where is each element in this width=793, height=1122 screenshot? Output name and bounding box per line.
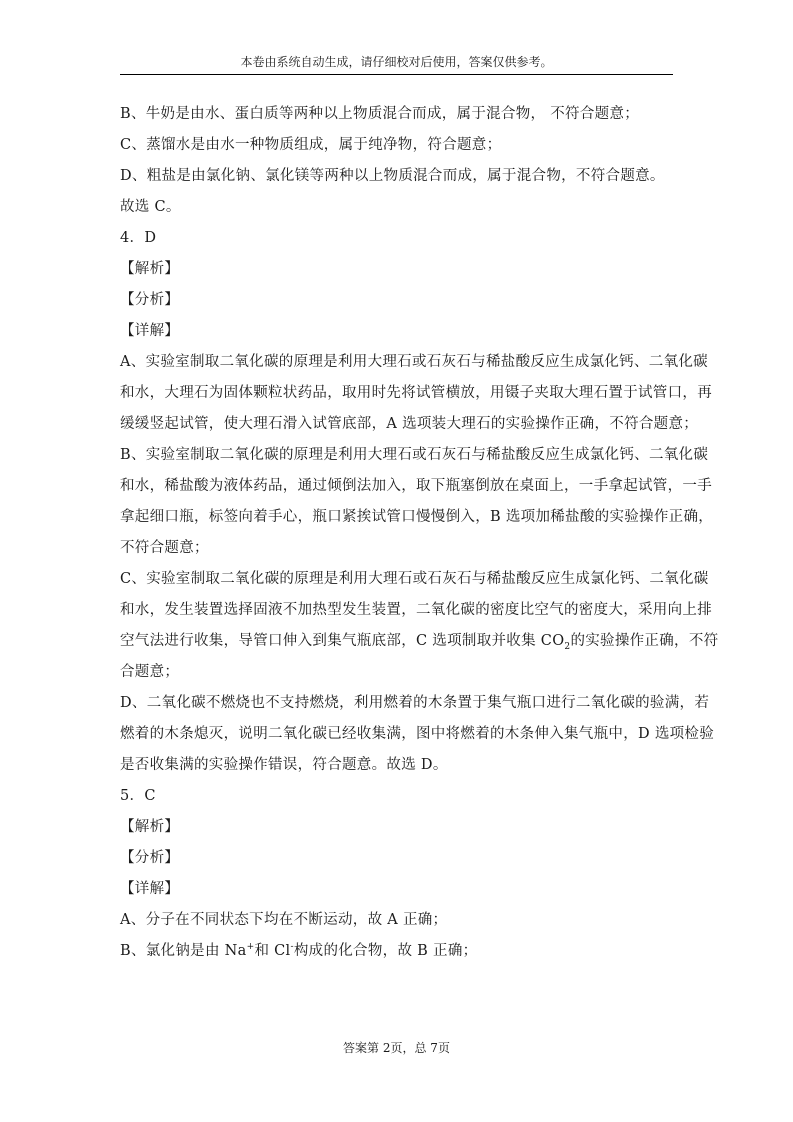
- page-footer: 答案第 2页，总 7页: [343, 1041, 450, 1055]
- text-line-co2: [120, 631, 718, 651]
- nacl-line-middle: 和 Cl: [254, 943, 291, 959]
- text-line: C、蒸馏水是由水一种物质组成，属于纯净物，符合题意；: [120, 137, 502, 153]
- text-line: 拿起细口瓶，标签向着手心，瓶口紧挨试管口慢慢倒入，B 选项加稀盐酸的实验操作正确，: [120, 509, 714, 525]
- text-line: 缓缓竖起试管，使大理石滑入试管底部，A 选项装大理石的实验操作正确，不符合题意；: [120, 416, 699, 432]
- text-line: 和水，稀盐酸为液体药品，通过倾倒法加入，取下瓶塞倒放在桌面上，一手拿起试管，一手: [120, 478, 712, 494]
- section-label-jiexi: 【解析】: [120, 819, 180, 835]
- text-line: 故选 C。: [120, 199, 181, 215]
- section-label-fenxi: 【分析】: [120, 850, 180, 866]
- co2-line-suffix: 的实验操作正确，不符: [570, 633, 719, 649]
- text-line: 燃着的木条熄灭，说明二氧化碳已经收集满，图中将燃着的木条伸入集气瓶中，D 选项检验: [120, 726, 715, 742]
- text-line: A、实验室制取二氧化碳的原理是利用大理石或石灰石与稀盐酸反应生成氯化钙、二氧化碳: [120, 354, 708, 370]
- text-line: D、粗盐是由氯化钠、氯化镁等两种以上物质混合而成，属于混合物，不符合题意。: [120, 168, 665, 184]
- text-line-nacl: [120, 941, 477, 961]
- text-line: 合题意；: [120, 664, 180, 680]
- header-divider: [120, 74, 673, 75]
- text-line: D、二氧化碳不燃烧也不支持燃烧，利用燃着的木条置于集气瓶口进行二氧化碳的验满，若: [120, 695, 710, 711]
- cl-charge: -: [290, 942, 294, 953]
- text-line: B、牛奶是由水、蛋白质等两种以上物质混合而成，属于混合物， 不符合题意；: [120, 106, 640, 122]
- section-label-jiexi: 【解析】: [120, 261, 180, 277]
- co2-line-prefix: 空气法进行收集，导管口伸入到集气瓶底部，C 选项制取并收集 CO: [120, 633, 565, 649]
- text-line: 是否收集满的实验操作错误，符合题意。故选 D。: [120, 757, 448, 773]
- text-line: C、实验室制取二氧化碳的原理是利用大理石或石灰石与稀盐酸反应生成氯化钙、二氧化碳: [120, 571, 709, 587]
- nacl-line-prefix: B、氯化钠是由 Na: [120, 943, 247, 959]
- co2-subscript: 2: [564, 641, 571, 652]
- text-line: 和水，发生装置选择固液不加热型发生装置，二氧化碳的密度比空气的密度大，采用向上排: [120, 602, 712, 618]
- text-line: A、分子在不同状态下均在不断运动，故 A 正确；: [120, 912, 448, 928]
- text-line: 不符合题意；: [120, 540, 209, 556]
- nacl-line-suffix: 构成的化合物，故 B 正确；: [293, 943, 478, 959]
- text-line: B、实验室制取二氧化碳的原理是利用大理石或石灰石与稀盐酸反应生成氯化钙、二氧化碳: [120, 447, 709, 463]
- question-answer-5: 5．C: [120, 788, 156, 804]
- page-header-notice: 本卷由系统自动生成，请仔细校对后使用，答案仅供参考。: [240, 55, 553, 69]
- question-answer-4: 4．D: [120, 230, 157, 246]
- text-line: 和水，大理石为固体颗粒状药品，取用时先将试管横放，用镊子夹取大理石置于试管口，再: [120, 385, 712, 401]
- na-charge: +: [246, 942, 255, 953]
- section-label-xiangjie: 【详解】: [120, 881, 180, 897]
- section-label-fenxi: 【分析】: [120, 292, 180, 308]
- section-label-xiangjie: 【详解】: [120, 323, 180, 339]
